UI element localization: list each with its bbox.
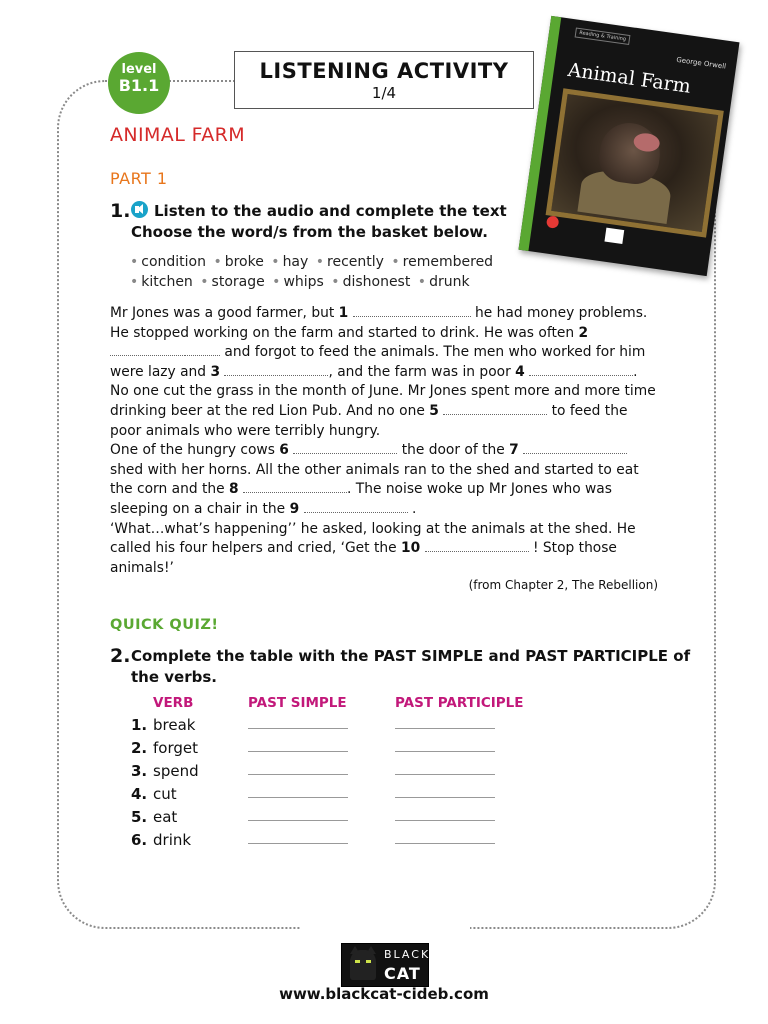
col-header-past-participle: PAST PARTICIPLE — [395, 695, 524, 711]
gap-number: 9 — [289, 500, 300, 517]
text-segment: the door of the — [401, 442, 505, 459]
bullet-icon: • — [272, 274, 281, 290]
text-segment: to feed the poor animals who were terribly hungry. — [110, 402, 628, 439]
book-author: George Orwell — [675, 55, 727, 71]
gap-number: 6 — [279, 442, 289, 459]
publisher-url[interactable]: www.blackcat-cideb.com — [279, 985, 489, 1003]
gap-number: 4 — [515, 363, 525, 380]
text-segment: ‘What…what’s happening’’ he asked, looking at the animals at the shed. He called his four helpers and cried, ‘Get the — [110, 520, 636, 557]
past-participle-answer-line[interactable] — [395, 774, 495, 775]
text-segment: he had money problems. He stopped working on the farm and started to drink. He was often — [110, 305, 648, 341]
exercise-2-instruction-line2: the verbs. — [131, 668, 217, 686]
past-participle-answer-line[interactable] — [395, 820, 495, 821]
black-cat-logo — [341, 943, 429, 987]
row-number: 6. — [131, 831, 148, 849]
basket-word: drunk — [429, 274, 470, 290]
gap-fill-text — [110, 304, 660, 578]
text-segment: . The noise woke up Mr Jones who was sleeping on a chair in the — [110, 481, 612, 517]
gap-2-blank[interactable] — [110, 343, 185, 356]
past-simple-answer-line[interactable] — [248, 797, 348, 798]
text-segment: shed with her horns. All the other animals ran to the shed and started to eat the corn and the — [110, 461, 639, 498]
gap-number: 10 — [401, 540, 421, 557]
exercise-1-instruction-line1: Listen to the audio and complete the text — [154, 202, 507, 220]
verb: drink — [153, 831, 192, 849]
gap-6-blank[interactable] — [293, 441, 397, 454]
level-badge — [108, 52, 170, 114]
basket-word: broke — [224, 254, 264, 270]
exercise-1-instruction — [131, 201, 507, 243]
col-header-past-simple: PAST SIMPLE — [248, 695, 347, 711]
book-cover-image — [519, 16, 740, 276]
table-row — [131, 762, 199, 782]
word-basket — [130, 252, 510, 292]
col-header-verb: VERB — [153, 695, 194, 711]
cat-eye-icon — [366, 960, 371, 963]
bullet-icon: • — [130, 254, 139, 270]
frame-gap-bottom — [300, 915, 470, 935]
past-simple-answer-line[interactable] — [248, 820, 348, 821]
table-row — [131, 739, 198, 759]
level-label: level — [121, 62, 157, 77]
gap-9-blank[interactable] — [304, 500, 408, 513]
gap-3-blank[interactable] — [224, 363, 328, 376]
basket-word: kitchen — [141, 274, 193, 290]
bullet-icon: • — [130, 274, 139, 290]
text-segment: Mr Jones was a good farmer, but — [110, 305, 335, 321]
basket-word: storage — [211, 274, 265, 290]
gap-7-blank[interactable] — [523, 441, 627, 454]
row-number: 3. — [131, 762, 148, 780]
past-participle-answer-line[interactable] — [395, 843, 495, 844]
exercise-1-instruction-line2: Choose the word/s from the basket below. — [131, 223, 488, 241]
basket-word: hay — [282, 254, 309, 270]
book-series: Reading & Training — [575, 27, 631, 45]
table-row — [131, 716, 195, 736]
page-indicator: 1/4 — [371, 84, 397, 102]
bullet-icon: • — [417, 274, 427, 290]
gap-8-blank[interactable] — [243, 480, 347, 493]
past-simple-answer-line[interactable] — [248, 843, 348, 844]
table-row — [131, 808, 177, 828]
book-title: Animal Farm — [566, 58, 693, 98]
bullet-icon: • — [315, 254, 325, 270]
basket-word: recently — [327, 254, 384, 270]
logo-text-bottom: CAT — [384, 964, 421, 983]
publisher-logo-icon — [604, 228, 624, 244]
row-number: 4. — [131, 785, 148, 803]
past-simple-answer-line[interactable] — [248, 728, 348, 729]
bullet-icon: • — [200, 274, 209, 290]
gap-4-blank[interactable] — [529, 363, 633, 376]
gap-5-blank[interactable] — [443, 402, 547, 415]
activity-title-box — [234, 51, 534, 109]
text-source: (from Chapter 2, The Rebellion) — [468, 578, 658, 592]
text-segment: and forgot to feed the animals. The men who worked for him were lazy and — [110, 344, 646, 380]
text-segment: . — [411, 500, 417, 517]
basket-word: whips — [283, 274, 324, 290]
audio-speaker-icon[interactable] — [131, 201, 148, 218]
text-segment: ! Stop those animals!’ — [110, 540, 617, 576]
past-participle-answer-line[interactable] — [395, 728, 495, 729]
exercise-2-instruction-line1: Complete the table with the PAST SIMPLE and PAST PARTICIPLE of — [131, 647, 691, 665]
verb: cut — [153, 785, 177, 803]
row-number: 1. — [131, 716, 148, 734]
table-row — [131, 831, 191, 851]
bullet-icon: • — [213, 254, 222, 270]
text-segment: One of the hungry cows — [110, 442, 275, 459]
cat-icon — [350, 950, 376, 980]
gap-number: 1 — [338, 305, 349, 321]
bullet-icon: • — [271, 254, 280, 270]
part-label: PART 1 — [110, 169, 168, 188]
gap-2-blank-cont[interactable] — [185, 343, 220, 356]
basket-word: condition — [141, 254, 206, 270]
gap-number: 2 — [578, 324, 589, 341]
verb: break — [153, 716, 196, 734]
exercise-2-number: 2. — [110, 645, 131, 667]
text-segment: , and the farm was in poor — [328, 363, 511, 380]
past-participle-answer-line[interactable] — [395, 797, 495, 798]
text-segment: . No one cut the grass in the month of June. Mr Jones spent more and more time drinking beer at the red Lion Pub. And no one — [110, 363, 656, 419]
exercise-2-instruction — [131, 646, 690, 688]
bullet-icon: • — [391, 254, 400, 270]
bullet-icon: • — [331, 274, 340, 290]
gap-10-blank[interactable] — [425, 539, 529, 552]
row-number: 5. — [131, 808, 148, 826]
gap-number: 8 — [229, 481, 239, 498]
audio-play-icon — [546, 215, 560, 229]
past-participle-answer-line[interactable] — [395, 751, 495, 752]
row-number: 2. — [131, 739, 148, 757]
gap-1-blank[interactable] — [353, 304, 471, 317]
section-title: ANIMAL FARM — [110, 124, 246, 146]
past-simple-answer-line[interactable] — [248, 751, 348, 752]
gap-number: 3 — [210, 363, 221, 380]
basket-word: remembered — [402, 254, 494, 270]
gap-number: 7 — [509, 442, 519, 459]
basket-word: dishonest — [342, 274, 411, 290]
verb: forget — [153, 739, 198, 757]
verb: spend — [153, 762, 199, 780]
verb: eat — [153, 808, 178, 826]
level-value: B1.1 — [118, 76, 160, 95]
cat-eye-icon — [355, 960, 360, 963]
quick-quiz-label: QUICK QUIZ! — [110, 617, 219, 633]
cover-painting — [546, 88, 724, 237]
gap-number: 5 — [429, 402, 439, 419]
activity-title: LISTENING ACTIVITY — [259, 59, 509, 83]
table-row — [131, 785, 177, 805]
exercise-1-number: 1. — [110, 200, 131, 222]
past-simple-answer-line[interactable] — [248, 774, 348, 775]
logo-text-top: BLACK — [384, 948, 431, 961]
